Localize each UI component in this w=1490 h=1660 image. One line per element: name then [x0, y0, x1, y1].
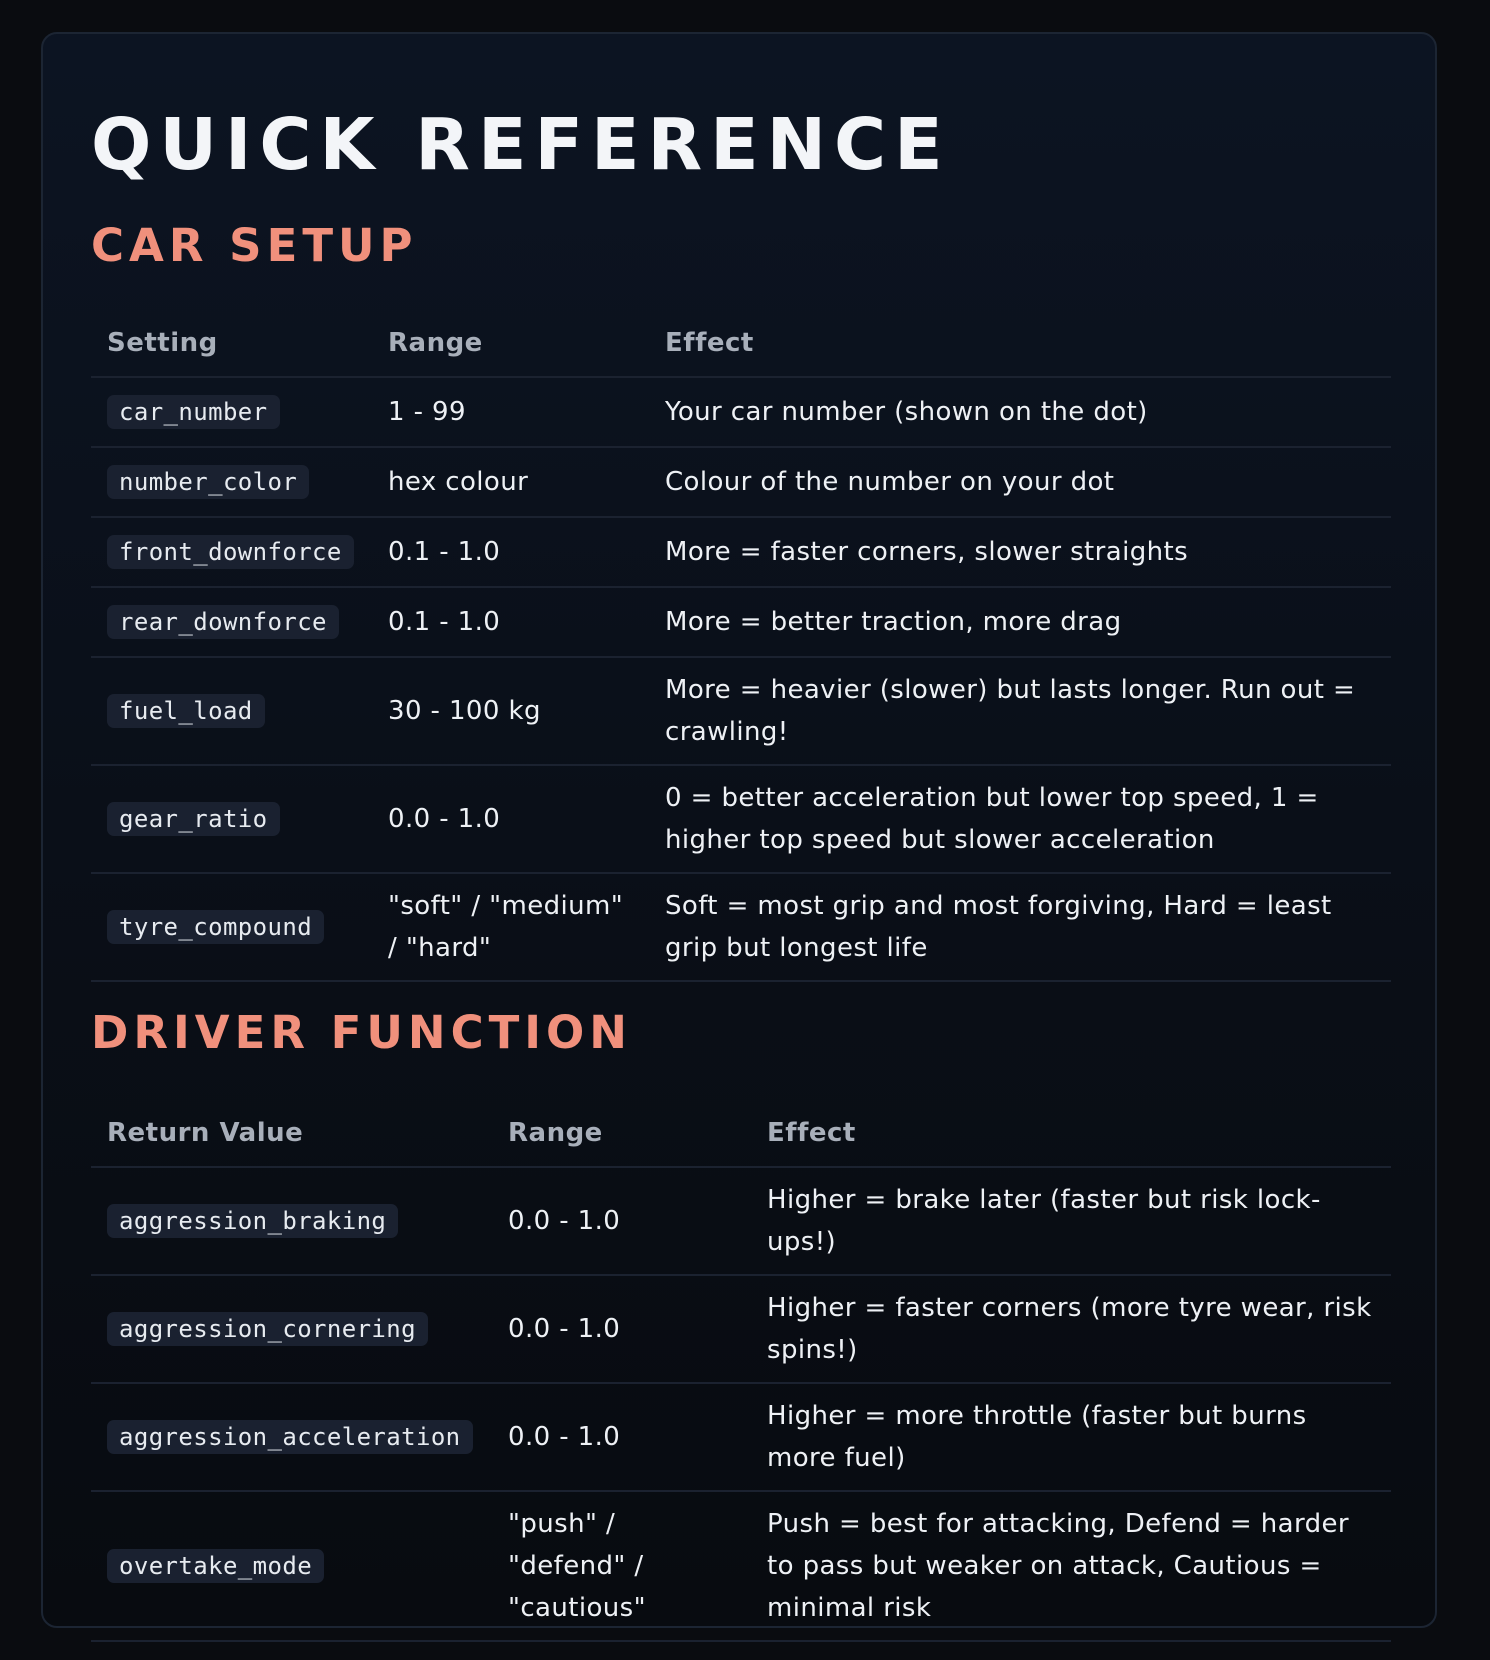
setting-code: number_color — [107, 465, 309, 499]
range-cell: 0.0 - 1.0 — [508, 1422, 621, 1452]
column-header-effect: Effect — [767, 1118, 856, 1148]
table-row — [91, 1491, 1391, 1641]
return-value-cell — [91, 1167, 492, 1275]
setting-cell — [91, 765, 372, 873]
effect-cell: Colour of the number on your dot — [665, 467, 1115, 497]
setting-cell — [91, 377, 372, 447]
return-value-code: overtake_mode — [107, 1549, 324, 1583]
car-setup-heading: CAR SETUP — [91, 219, 418, 272]
return-value-code: aggression_cornering — [107, 1312, 428, 1346]
table-row — [91, 377, 1391, 447]
column-header-range: Range — [508, 1118, 603, 1148]
car-setup-table — [91, 310, 1391, 982]
column-header-range: Range — [388, 328, 483, 358]
return-value-code: aggression_acceleration — [107, 1420, 473, 1454]
setting-code: car_number — [107, 395, 280, 429]
table-header-row — [91, 1100, 1391, 1167]
effect-cell: More = better traction, more drag — [665, 607, 1122, 637]
effect-cell: More = heavier (slower) but lasts longer. Run out = crawling! — [665, 675, 1356, 747]
driver-function-heading: DRIVER FUNCTION — [91, 1006, 632, 1059]
effect-cell: 0 = better acceleration but lower top speed, 1 = higher top speed but slower acceleration — [665, 783, 1319, 855]
range-cell: "soft" / "medium" / "hard" — [388, 891, 624, 963]
effect-cell: Higher = more throttle (faster but burns more fuel) — [767, 1401, 1307, 1473]
table-header-row — [91, 310, 1391, 377]
setting-code: fuel_load — [107, 694, 265, 728]
table-row — [91, 1383, 1391, 1491]
range-cell: 0.1 - 1.0 — [388, 537, 501, 567]
range-cell: 0.0 - 1.0 — [508, 1206, 621, 1236]
column-header-effect: Effect — [665, 328, 754, 358]
effect-cell: Higher = brake later (faster but risk lock-ups!) — [767, 1185, 1321, 1257]
setting-cell — [91, 517, 372, 587]
table-row — [91, 1167, 1391, 1275]
column-header-return-value: Return Value — [107, 1118, 304, 1148]
return-value-cell — [91, 1491, 492, 1641]
effect-cell: Higher = faster corners (more tyre wear, risk spins!) — [767, 1293, 1372, 1365]
table-row — [91, 447, 1391, 517]
setting-code: rear_downforce — [107, 605, 339, 639]
setting-cell — [91, 873, 372, 981]
table-row — [91, 657, 1391, 765]
table-row — [91, 1275, 1391, 1383]
setting-code: tyre_compound — [107, 910, 324, 944]
effect-cell: Soft = most grip and most forgiving, Hard = least grip but longest life — [665, 891, 1332, 963]
table-row — [91, 873, 1391, 981]
return-value-cell — [91, 1383, 492, 1491]
return-value-cell — [91, 1275, 492, 1383]
page-title: QUICK REFERENCE — [91, 103, 951, 186]
setting-cell — [91, 657, 372, 765]
setting-code: front_downforce — [107, 535, 354, 569]
range-cell: 0.1 - 1.0 — [388, 607, 501, 637]
effect-cell: Your car number (shown on the dot) — [665, 397, 1148, 427]
setting-code: gear_ratio — [107, 802, 280, 836]
range-cell: 0.0 - 1.0 — [508, 1314, 621, 1344]
table-row — [91, 517, 1391, 587]
quick-reference-panel — [41, 32, 1437, 1628]
range-cell: 1 - 99 — [388, 397, 466, 427]
table-row — [91, 765, 1391, 873]
column-header-setting: Setting — [107, 328, 218, 358]
setting-cell — [91, 447, 372, 517]
range-cell: 30 - 100 kg — [388, 696, 541, 726]
effect-cell: More = faster corners, slower straights — [665, 537, 1189, 567]
range-cell: hex colour — [388, 467, 529, 497]
driver-function-table — [91, 1100, 1391, 1642]
range-cell: 0.0 - 1.0 — [388, 804, 501, 834]
effect-cell: Push = best for attacking, Defend = harder to pass but weaker on attack, Cautious = minimal risk — [767, 1509, 1349, 1623]
return-value-code: aggression_braking — [107, 1204, 398, 1238]
table-row — [91, 587, 1391, 657]
range-cell: "push" / "defend" / "cautious" — [508, 1509, 646, 1623]
setting-cell — [91, 587, 372, 657]
